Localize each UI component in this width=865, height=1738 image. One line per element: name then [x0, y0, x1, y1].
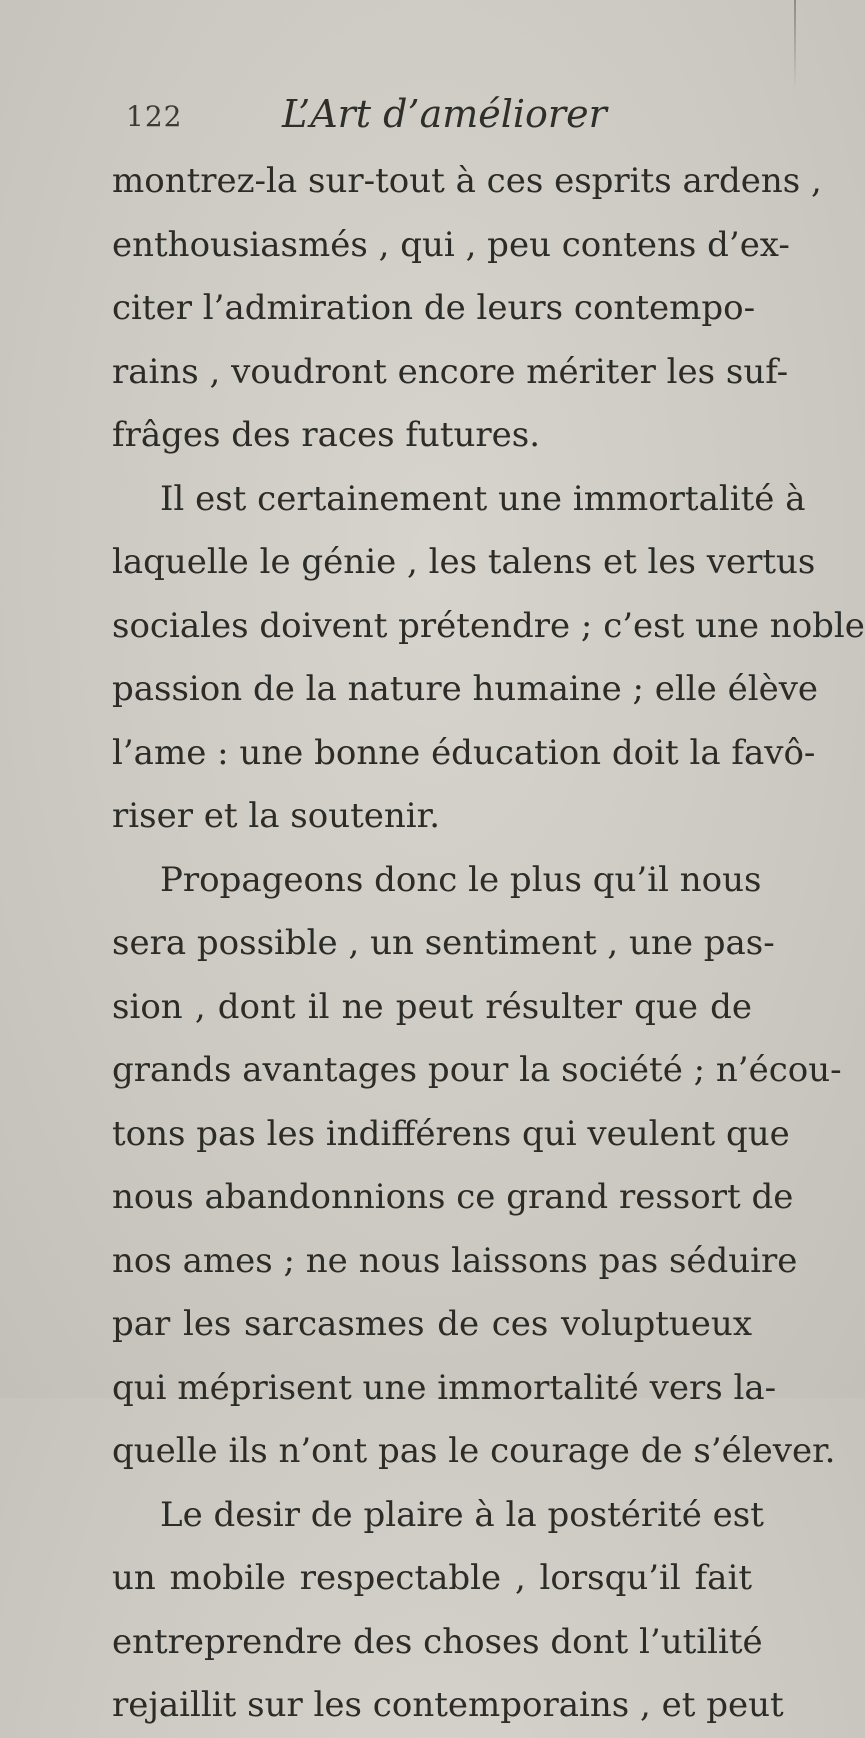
text-line: quelle ils n’ont pas le courage de s’élever. [112, 1431, 836, 1471]
text-line: sera possible , un sentiment , une pas- [112, 923, 775, 963]
running-head [126, 92, 686, 142]
text-line: qui méprisent une immortalité vers la- [112, 1367, 777, 1408]
text-line: enthousiasmés , qui , peu contens d’ex- [112, 224, 790, 265]
text-line: un mobile respectable , lorsqu’il fait [112, 1558, 752, 1598]
text-line: Il est certainement une immortalité à [160, 478, 806, 519]
text-line: nous abandonnions ce grand ressort de [112, 1177, 794, 1217]
page-edge-mark [794, 0, 796, 90]
text-line: montrez-la sur-tout à ces esprits ardens , [112, 161, 822, 201]
text-line: passion de la nature humaine ; elle élève [112, 669, 819, 709]
text-line: nos ames ; ne nous laissons pas séduire [112, 1240, 798, 1281]
text-line: rejaillit sur les contemporains , et peut [112, 1685, 784, 1725]
text-line: sion , dont il ne peut résulter que de [112, 986, 752, 1027]
text-line: grands avantages pour la société ; n’écou- [112, 1050, 842, 1090]
text-line: Propageons donc le plus qu’il nous [160, 859, 762, 900]
text-line: rains , voudront encore mériter les suf- [112, 351, 789, 392]
text-line: sociales doivent prétendre ; c’est une noble [112, 605, 865, 646]
running-title: L’Art d’améliorer [282, 92, 607, 136]
text-line: l’ame : une bonne éducation doit la favô- [112, 732, 816, 773]
text-line: laquelle le génie , les talens et les vertus [112, 542, 816, 582]
text-line: citer l’admiration de leurs contempo- [112, 288, 756, 328]
page-number: 122 [126, 100, 183, 133]
text-line: Le desir de plaire à la postérité est [160, 1494, 764, 1535]
text-line: tons pas les indifférens qui veulent que [112, 1113, 790, 1154]
text-line: entreprendre des choses dont l’utilité [112, 1621, 763, 1662]
text-line: frâges des races futures. [112, 415, 541, 455]
text-line: par les sarcasmes de ces voluptueux [112, 1304, 752, 1344]
text-line: riser et la soutenir. [112, 796, 440, 836]
body-text [112, 150, 865, 1738]
